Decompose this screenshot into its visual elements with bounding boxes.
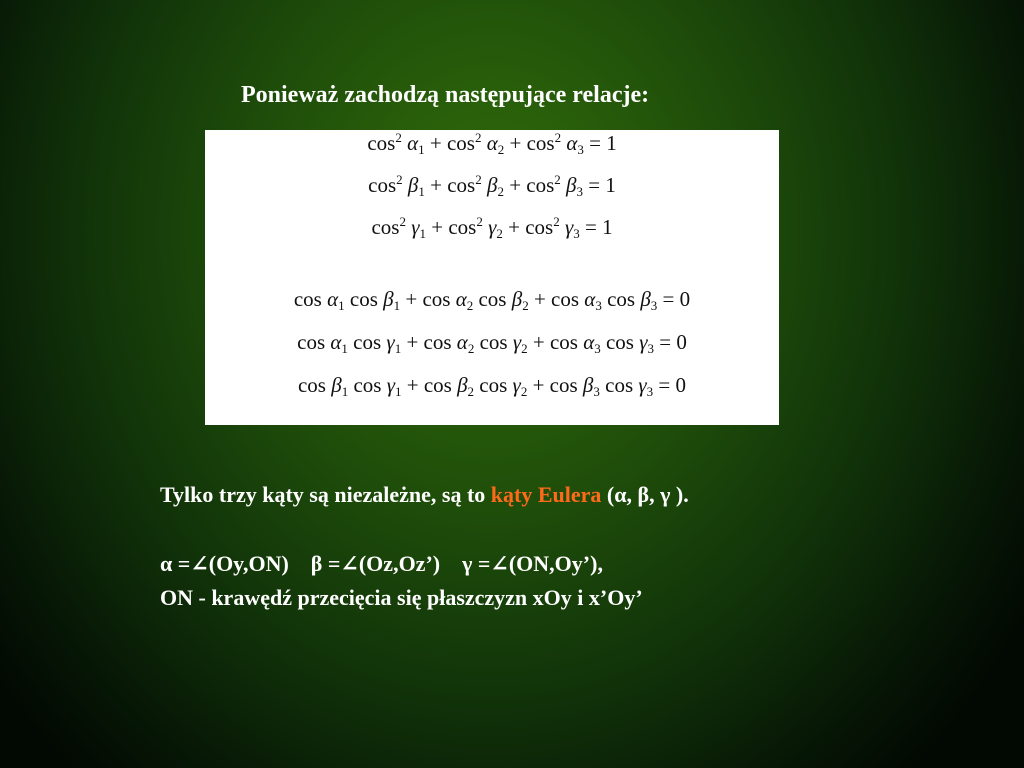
index-subscript: 1 <box>341 341 348 356</box>
index-subscript: 1 <box>394 341 402 356</box>
index-subscript: 1 <box>419 226 426 241</box>
equation-result: 0 <box>676 330 687 354</box>
angle-symbol: β <box>402 173 419 197</box>
index-subscript: 1 <box>393 298 401 313</box>
equation-panel <box>205 130 779 425</box>
cos-function: cos <box>347 330 387 354</box>
power-superscript: 2 <box>475 172 482 187</box>
power-superscript: 2 <box>396 172 403 187</box>
index-subscript: 3 <box>573 226 580 241</box>
angle-definitions: α =∠(Oy,ON) β =∠(Oz,Oz’) γ =∠(ON,Oy’), <box>160 551 603 576</box>
equals-operator: = <box>657 287 680 311</box>
angle-symbol: β <box>511 287 523 311</box>
angle-symbol: β <box>640 287 651 311</box>
index-subscript: 2 <box>467 341 475 356</box>
power-superscript: 2 <box>474 130 482 145</box>
power-superscript: 2 <box>476 214 483 229</box>
index-subscript: 2 <box>467 384 475 399</box>
cos-function: cos <box>367 131 396 155</box>
index-subscript: 3 <box>593 384 600 399</box>
sentence-start: Tylko trzy kąty są niezależne, są to <box>160 482 491 507</box>
plus-operator: + <box>504 131 527 155</box>
plus-operator: + <box>425 215 449 239</box>
angle-symbol: α <box>455 287 467 311</box>
power-superscript: 2 <box>399 214 406 229</box>
angle-symbol: α <box>584 287 596 311</box>
cos-function: cos <box>344 287 384 311</box>
equation-row <box>205 371 779 399</box>
index-subscript: 2 <box>522 298 529 313</box>
angle-symbol: γ <box>482 215 497 239</box>
cos-function: cos <box>526 173 555 197</box>
cos-function: cos <box>446 131 475 155</box>
index-subscript: 1 <box>394 384 402 399</box>
plus-operator: + <box>528 287 552 311</box>
angle-symbol: β <box>560 173 577 197</box>
equation-result: 1 <box>605 173 616 197</box>
index-subscript: 3 <box>576 184 583 199</box>
angle-symbol: β <box>481 173 498 197</box>
cos-function: cos <box>297 373 332 397</box>
equals-operator: = <box>579 215 603 239</box>
plus-operator: + <box>401 330 424 354</box>
power-superscript: 2 <box>553 214 560 229</box>
cos-function: cos <box>600 330 640 354</box>
cos-function: cos <box>474 373 513 397</box>
angle-symbol: α <box>401 131 419 155</box>
cos-function: cos <box>599 373 639 397</box>
plus-operator: + <box>424 173 448 197</box>
equation-row <box>205 328 779 356</box>
angle-symbol: α <box>330 330 342 354</box>
power-superscript: 2 <box>554 172 561 187</box>
equation-row <box>205 171 779 199</box>
cos-function: cos <box>601 287 641 311</box>
euler-angles-sentence <box>160 482 689 508</box>
index-subscript: 3 <box>577 142 584 157</box>
equation-result: 1 <box>602 215 613 239</box>
index-subscript: 2 <box>497 184 504 199</box>
equation-result: 0 <box>675 373 687 397</box>
angle-symbol: α <box>456 330 468 354</box>
index-subscript: 3 <box>650 298 658 313</box>
line-of-nodes-definition: ON - krawędź przecięcia się płaszczyzn xOy i x’Oy’ <box>160 585 643 610</box>
angle-symbol: γ <box>386 373 395 397</box>
angle-symbol: α <box>327 287 339 311</box>
angle-symbol: γ <box>405 215 420 239</box>
equals-operator: = <box>583 131 607 155</box>
cos-function: cos <box>423 373 458 397</box>
index-subscript: 3 <box>595 298 602 313</box>
plus-operator: + <box>503 173 527 197</box>
cos-function: cos <box>447 173 476 197</box>
cos-function: cos <box>474 330 513 354</box>
angle-symbol: γ <box>559 215 574 239</box>
index-subscript: 3 <box>646 384 654 399</box>
power-superscript: 2 <box>395 130 402 145</box>
index-subscript: 1 <box>341 384 349 399</box>
cos-function: cos <box>348 373 387 397</box>
equation-row <box>205 285 779 313</box>
index-subscript: 2 <box>520 384 528 399</box>
equation-result: 0 <box>679 287 691 311</box>
cos-function: cos <box>551 287 585 311</box>
angle-symbol: β <box>383 287 394 311</box>
plus-operator: + <box>400 287 423 311</box>
index-subscript: 3 <box>594 341 601 356</box>
angle-symbol: γ <box>386 330 395 354</box>
plus-operator: + <box>502 215 526 239</box>
cos-function: cos <box>473 287 512 311</box>
cos-function: cos <box>368 173 397 197</box>
slide-heading: Ponieważ zachodzą następujące relacje: <box>241 82 650 108</box>
cos-function: cos <box>549 373 583 397</box>
equals-operator: = <box>583 173 606 197</box>
index-subscript: 2 <box>497 142 505 157</box>
angle-symbol: α <box>481 131 498 155</box>
angle-symbol: β <box>582 373 594 397</box>
equation-row <box>205 129 779 157</box>
index-subscript: 1 <box>418 184 425 199</box>
index-subscript: 1 <box>338 298 345 313</box>
cos-function: cos <box>371 215 400 239</box>
cos-function: cos <box>423 330 457 354</box>
equation-row <box>205 213 779 241</box>
cos-function: cos <box>525 215 554 239</box>
plus-operator: + <box>401 373 424 397</box>
power-superscript: 2 <box>554 130 562 145</box>
index-subscript: 2 <box>496 226 503 241</box>
equation-result: 1 <box>606 131 617 155</box>
angle-symbol: γ <box>638 373 647 397</box>
index-subscript: 2 <box>466 298 474 313</box>
plus-operator: + <box>527 330 550 354</box>
angle-symbol: α <box>583 330 595 354</box>
index-subscript: 3 <box>647 341 655 356</box>
plus-operator: + <box>424 131 447 155</box>
cos-function: cos <box>297 330 331 354</box>
equals-operator: = <box>653 373 676 397</box>
angle-symbol: γ <box>512 373 521 397</box>
equals-operator: = <box>654 330 677 354</box>
cos-function: cos <box>293 287 328 311</box>
cos-function: cos <box>549 330 584 354</box>
sentence-end: (α, β, γ ). <box>601 482 689 507</box>
angle-symbol: α <box>561 131 578 155</box>
plus-operator: + <box>527 373 550 397</box>
cos-function: cos <box>448 215 477 239</box>
angle-symbol: γ <box>512 330 522 354</box>
index-subscript: 1 <box>418 142 425 157</box>
angle-symbol: β <box>457 373 468 397</box>
euler-angles-highlight: kąty Eulera <box>490 482 602 507</box>
cos-function: cos <box>422 287 456 311</box>
index-subscript: 2 <box>521 341 528 356</box>
angle-symbol: β <box>331 373 342 397</box>
angle-symbol: γ <box>639 330 648 354</box>
cos-function: cos <box>526 131 555 155</box>
